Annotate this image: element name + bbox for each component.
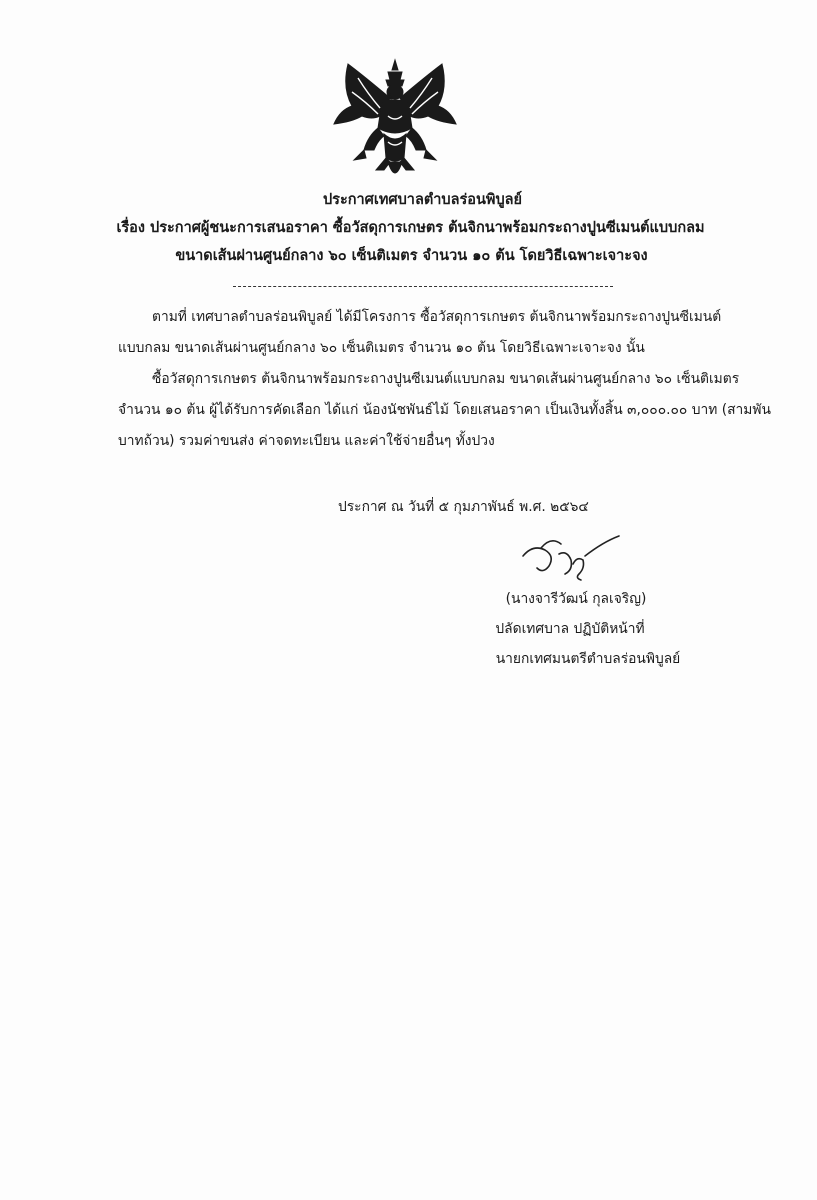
paragraph-2-line-2: จำนวน ๑๐ ต้น ผู้ได้รับการคัดเลือก ได้แก่ น้องนัชพันธ์ไม้ โดยเสนอราคา เป็นเงินทั้งสิ้น ๓,๐๐๐.๐๐ บาท (สามพัน — [118, 402, 771, 418]
subject-line-1: เรื่อง ประกาศผู้ชนะการเสนอราคา ซื้อวัสดุการเกษตร ต้นจิกนาพร้อมกระถางปูนซีเมนต์แบบกลม — [116, 220, 705, 236]
paragraph-2-line-1: ซื้อวัสดุการเกษตร ต้นจิกนาพร้อมกระถางปูนซีเมนต์แบบกลม ขนาดเส้นผ่านศูนย์กลาง ๖๐ เซ็นติเมตร — [152, 371, 740, 387]
signatory-name: (นางจารีวัฒน์ กุลเจริญ) — [505, 591, 647, 607]
dashed-divider — [233, 286, 613, 287]
signatory-block — [380, 584, 760, 674]
subject-line-2: ขนาดเส้นผ่านศูนย์กลาง ๖๐ เซ็นติเมตร จำนวน ๑๐ ต้น โดยวิธีเฉพาะเจาะจง — [175, 248, 648, 264]
garuda-emblem-icon — [328, 58, 462, 186]
signatory-position: ปลัดเทศบาล ปฏิบัติหน้าที่ — [495, 621, 645, 637]
paragraph-1-line-2: แบบกลม ขนาดเส้นผ่านศูนย์กลาง ๖๐ เซ็นติเมตร จำนวน ๑๐ ต้น โดยวิธีเฉพาะเจาะจง นั้น — [118, 340, 645, 356]
document-header — [0, 186, 817, 270]
paragraph-1-line-1: ตามที่ เทศบาลตำบลร่อนพิบูลย์ ได้มีโครงการ ซื้อวัสดุการเกษตร ต้นจิกนาพร้อมกระถางปูนซีเมนต์ — [152, 309, 722, 325]
handwritten-signature-icon — [515, 530, 625, 590]
signatory-acting-for: นายกเทศมนตรีตำบลร่อนพิบูลย์ — [495, 651, 681, 667]
announcement-date: ประกาศ ณ วันที่ ๕ กุมภาพันธ์ พ.ศ. ๒๕๖๔ — [338, 499, 589, 515]
announcement-title: ประกาศเทศบาลตำบลร่อนพิบูลย์ — [322, 192, 523, 208]
announcement-body — [118, 302, 771, 457]
paragraph-2-line-3: บาทถ้วน) รวมค่าขนส่ง ค่าจดทะเบียน และค่าใช้จ่ายอื่นๆ ทั้งปวง — [118, 433, 495, 449]
